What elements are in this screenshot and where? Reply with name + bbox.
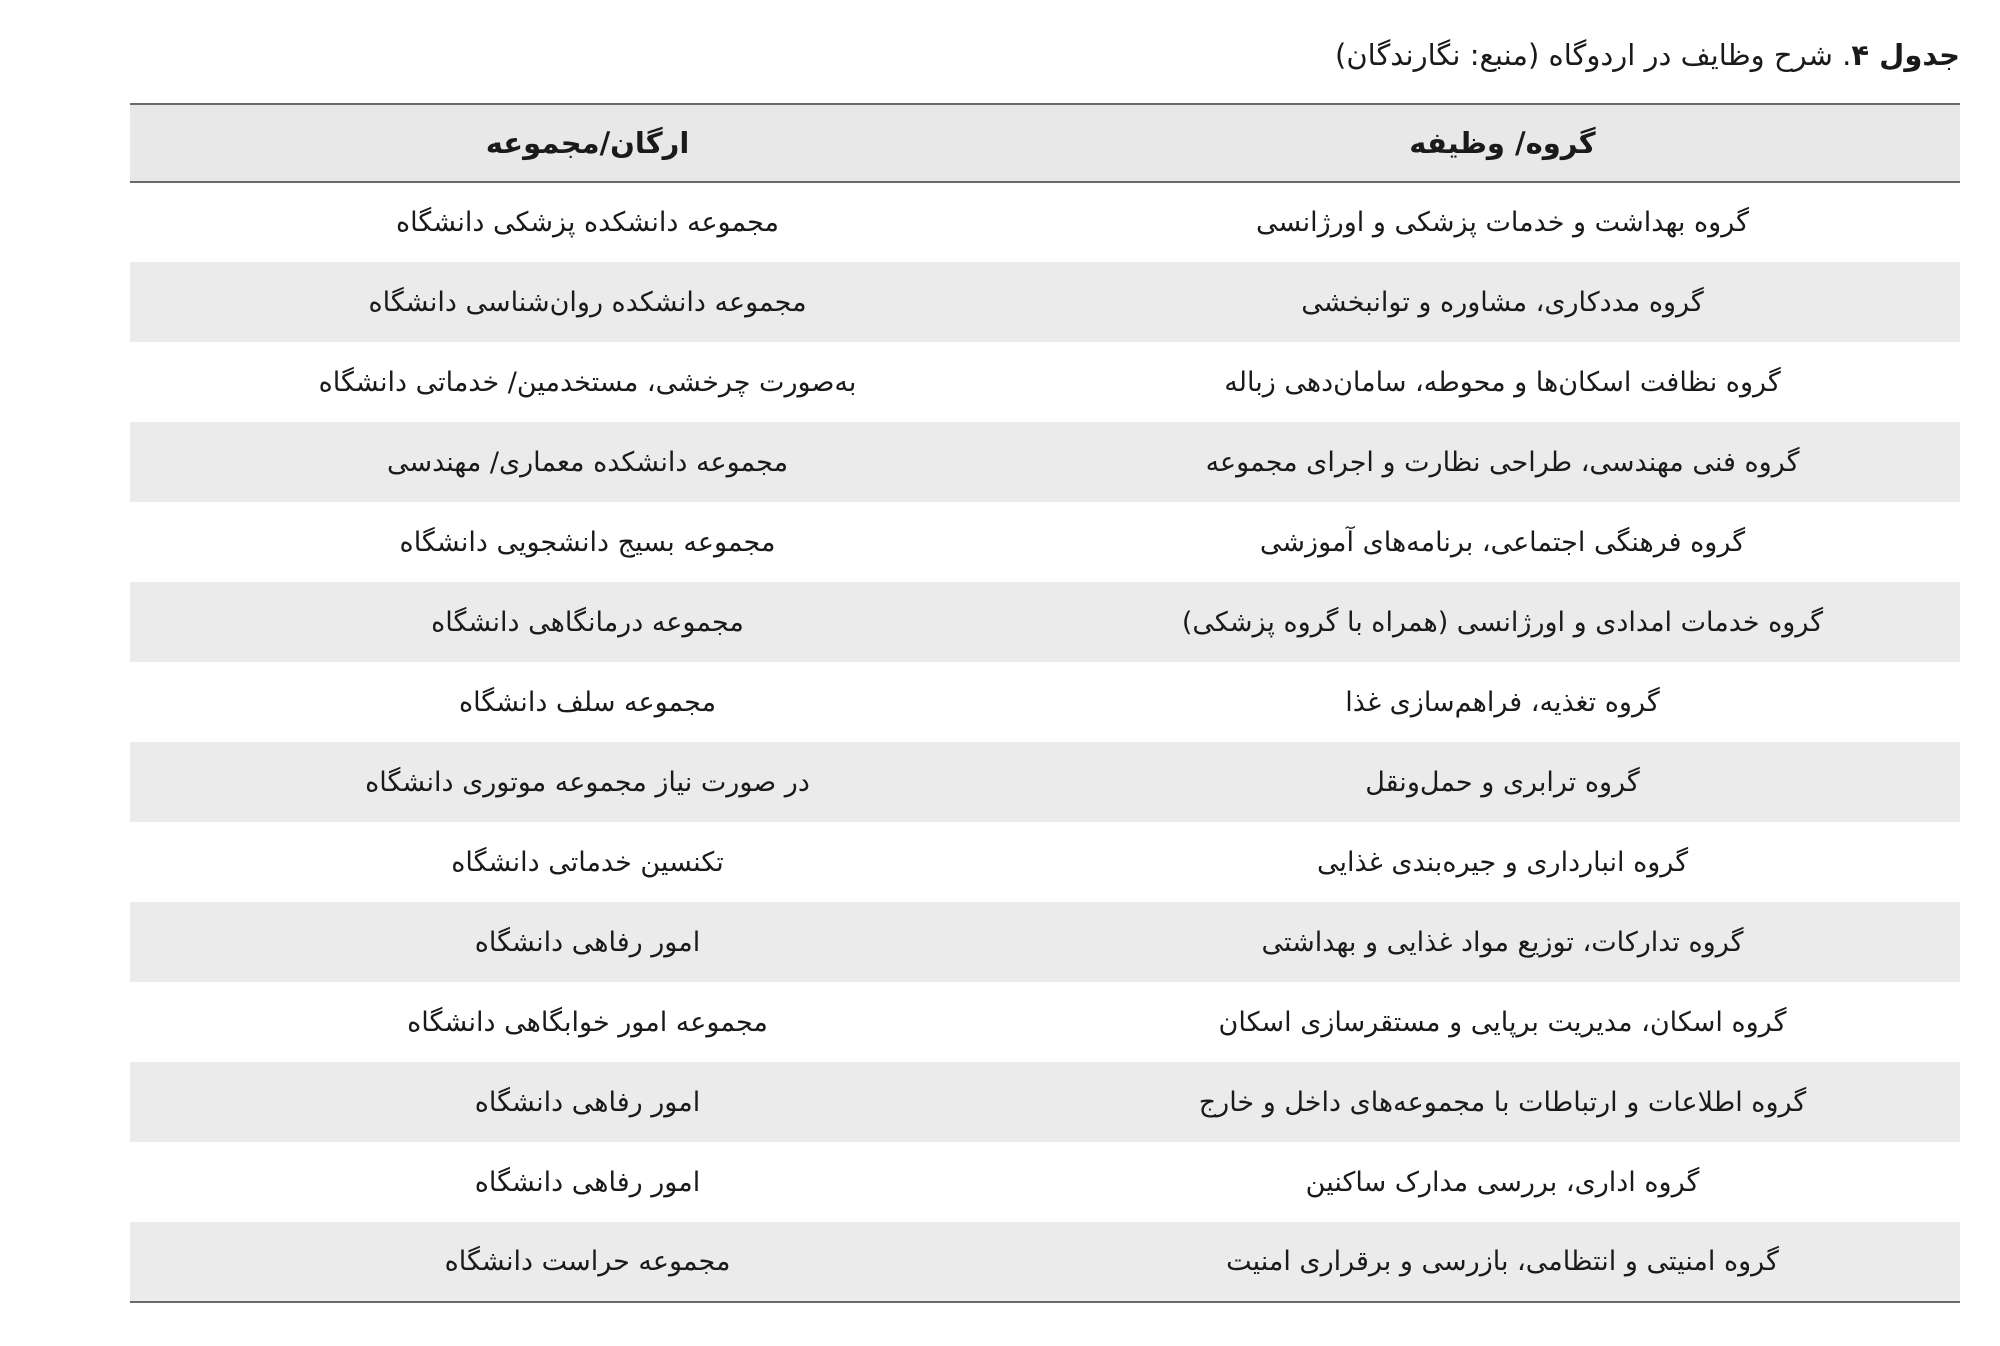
table-row (130, 262, 1960, 342)
cell-duty: گروه بهداشت و خدمات پزشکی و اورژانسی (1256, 207, 1749, 238)
table-row (130, 422, 1960, 502)
cell-org: امور رفاهی دانشگاه (474, 1166, 701, 1198)
header-org: ارگان/مجموعه (485, 126, 690, 160)
cell-duty: گروه مددکاری، مشاوره و توانبخشی (1301, 286, 1704, 318)
cell-duty: گروه نظافت اسکان‌ها و محوطه، سامان‌دهی زباله (1224, 366, 1781, 398)
cell-org: مجموعه حراست دانشگاه (444, 1246, 731, 1277)
table-body (130, 182, 1960, 1302)
cell-org: به‌صورت چرخشی، مستخدمین/ خدماتی دانشگاه (318, 366, 857, 398)
table-row (130, 902, 1960, 982)
table-row (130, 502, 1960, 582)
cell-duty: گروه اسکان، مدیریت برپایی و مستقرسازی اسکان (1218, 1006, 1787, 1038)
table-row (130, 822, 1960, 902)
cell-duty: گروه فرهنگی اجتماعی، برنامه‌های آموزشی (1259, 526, 1746, 558)
cell-org: مجموعه بسیج دانشجویی دانشگاه (399, 526, 776, 558)
cell-org: امور رفاهی دانشگاه (474, 926, 701, 958)
header-row (130, 104, 1960, 182)
cell-duty: گروه فنی مهندسی، طراحی نظارت و اجرای مجموعه (1205, 446, 1800, 478)
table-row (130, 1142, 1960, 1222)
table-header (130, 104, 1960, 182)
cell-org: تکنسین خدماتی دانشگاه (451, 846, 724, 878)
table-row (130, 662, 1960, 742)
cell-org: مجموعه امور خوابگاهی دانشگاه (407, 1006, 768, 1038)
duties-table (130, 103, 1960, 1303)
cell-duty: گروه اداری، بررسی مدارک ساکنین (1305, 1166, 1700, 1198)
cell-org: مجموعه دانشکده پزشکی دانشگاه (396, 207, 779, 238)
table-row (130, 582, 1960, 662)
cell-org: مجموعه درمانگاهی دانشگاه (431, 606, 744, 638)
cell-duty: گروه تغذیه، فراهم‌سازی غذا (1345, 686, 1660, 718)
table-row (130, 742, 1960, 822)
cell-duty: گروه ترابری و حمل‌ونقل (1365, 766, 1640, 798)
table-row (130, 982, 1960, 1062)
cell-org: مجموعه دانشکده روان‌شناسی دانشگاه (368, 286, 807, 318)
cell-duty: گروه خدمات امدادی و اورژانسی (همراه با گروه پزشکی) (1181, 606, 1824, 638)
header-duty: گروه/ وظیفه (1409, 126, 1596, 160)
cell-org: مجموعه دانشکده معماری/ مهندسی (386, 446, 789, 478)
table-caption (130, 30, 1960, 80)
cell-duty: گروه انبارداری و جیره‌بندی غذایی (1316, 846, 1689, 878)
table-row (130, 1062, 1960, 1142)
table-row (130, 342, 1960, 422)
duties-table-container (130, 103, 1960, 1303)
caption-dot: . (1842, 38, 1852, 72)
table-row (130, 182, 1960, 262)
cell-duty: گروه امنیتی و انتظامی، بازرسی و برقراری امنیت (1226, 1246, 1779, 1277)
cell-org: مجموعه سلف دانشگاه (458, 686, 717, 718)
cell-org: در صورت نیاز مجموعه موتوری دانشگاه (365, 766, 810, 798)
caption-label: جدول ۴ (1851, 38, 1960, 72)
cell-org: امور رفاهی دانشگاه (474, 1086, 701, 1118)
caption-text: شرح وظایف در اردوگاه (منبع: نگارندگان) (1335, 38, 1843, 72)
table-row (130, 1222, 1960, 1302)
cell-duty: گروه تدارکات، توزیع مواد غذایی و بهداشتی (1261, 926, 1744, 958)
cell-duty: گروه اطلاعات و ارتباطات با مجموعه‌های داخل و خارج (1198, 1086, 1807, 1118)
